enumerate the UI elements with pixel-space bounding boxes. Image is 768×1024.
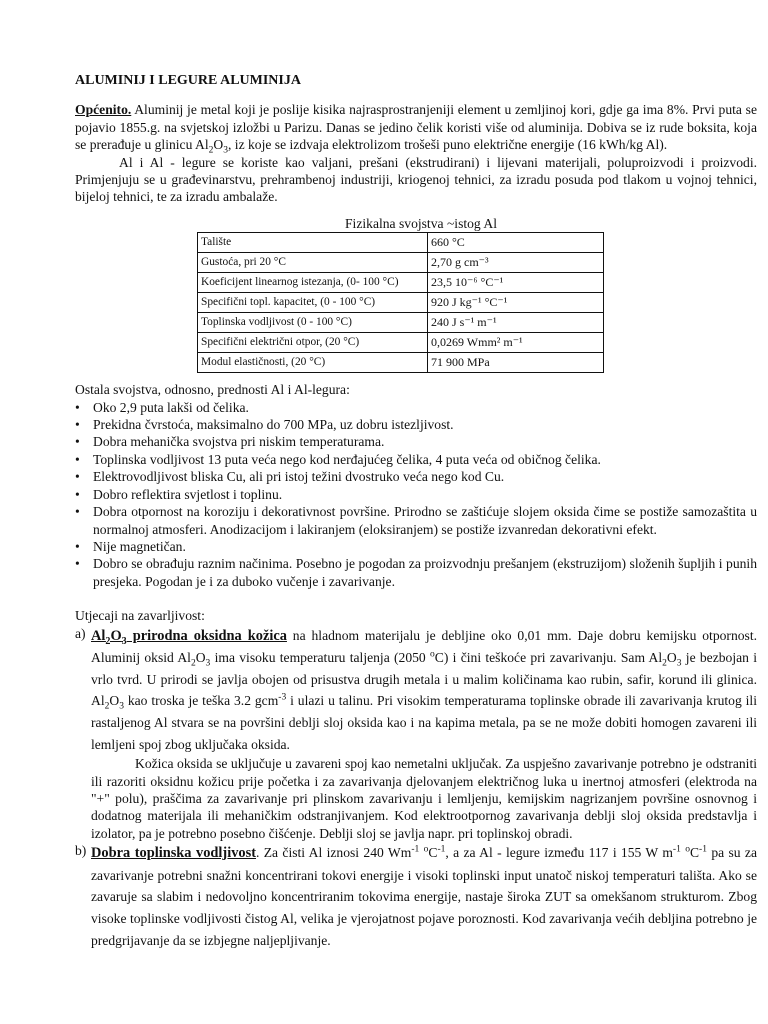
subscript: 3 bbox=[676, 658, 682, 669]
bullet: • bbox=[75, 538, 80, 554]
list-item bbox=[75, 538, 757, 555]
list-item-text: Elektrovodljivost bliska Cu, ali pri istoj težini dvostruko veća nego kod Cu. bbox=[93, 469, 505, 485]
text-part: pa su za zavarivanje potrebni snažni koncentrirani tokovi energije i visoki toplinski input unatoč niskoj temperaturi tališta. Ako se zavaruje sa slabim i nedovoljno koncentriranim tokovima energije, nastaje široka ZUT sa omekšanom strukturom. Zbog visoke toplinske vodljivosti čistog Al, velika je vjerojatnost pojave poroznosti. Kod zavarivanja većih debljina potrebno je predgrijavanje da se izbjegne naljepljivanje. bbox=[91, 845, 757, 948]
table-value: 240 J s⁻¹ m⁻¹ bbox=[428, 313, 604, 333]
subscript: 2 bbox=[190, 658, 196, 669]
list-item-text: Toplinska vodljivost 13 puta veća nego kod nerđajućeg čelika, 4 puta veća od običnog čelika. bbox=[93, 451, 601, 467]
list-item bbox=[75, 503, 757, 538]
item-marker: b) bbox=[75, 843, 87, 859]
intro-sub-1: 2 bbox=[208, 145, 214, 156]
welding-a-heading bbox=[91, 627, 287, 647]
intro-label: Općenito. bbox=[75, 102, 132, 118]
bullet: • bbox=[75, 417, 80, 433]
welding-item-a bbox=[75, 625, 757, 843]
table-key: Koeficijent linearnog istezanja, (0- 100 °C) bbox=[198, 273, 428, 293]
welding-b-heading: Dobra toplinska vodljivost bbox=[91, 845, 257, 862]
superscript: o bbox=[685, 844, 690, 855]
welding-a-paragraph-2: Kožica oksida se uključuje u zavareni spoj kao nemetalni uključak. Za uspješno zavarivanje potrebno je odstraniti ili razoriti oksidnu kožicu prije početka i za zavarivanja djelovanjem električnog luka u inertnoj atmosferi (elektroda na "+" polu), praščima za zavarivanje pri plinskom zavarivanju i lemljenju, kemijskim nagrizanjem površine osnovnog i dodatnog materijala ili mehaničkim odstranjivanjem. Kod elektrootpornog zavarivanja deblji sloj oksida predstavlja i izolator, pa je potrebno posebno čišćenje. Deblji sloj se javlja napr. pri toplinskoj obradi. bbox=[91, 756, 757, 841]
bullet: • bbox=[75, 486, 80, 502]
bullet: • bbox=[75, 556, 80, 572]
list-item bbox=[75, 468, 757, 485]
list-item bbox=[75, 399, 757, 416]
table-value: 0,0269 Wmm² m⁻¹ bbox=[428, 333, 604, 353]
intro-text-b: O bbox=[213, 137, 224, 153]
bullet: • bbox=[75, 504, 80, 520]
intro-paragraph-2: Al i Al - legure se koriste kao valjani, prešani (ekstrudirani) i lijevani materijali, poluproizvodi i proizvodi. Primjenjuju se u građevinarstvu, prehrambenoj industriji, kriogenoj tehnici, za izradu posuda pod tlakom u vojnoj tehnici, bijeloj tehnici, te za izradu ambalaže. bbox=[75, 154, 757, 205]
subscript: 2 bbox=[104, 702, 110, 713]
text-part: . Za čisti Al iznosi 240 Wm bbox=[256, 845, 412, 861]
table-value: 2,70 g cm⁻³ bbox=[428, 253, 604, 273]
superscript: o bbox=[423, 844, 429, 855]
list-item-text: Dobra mehanička svojstva pri niskim temperaturama. bbox=[93, 434, 385, 450]
heading-part: prirodna oksidna kožica bbox=[126, 627, 287, 644]
table-key: Toplinska vodljivost (0 - 100 °C) bbox=[198, 313, 428, 333]
bullet: • bbox=[75, 451, 80, 467]
intro-text-a: Aluminij je metal koji je poslije kisika najrasprostranjeniji element u zemljinoj kori, gdje ga ima 8%. Prvi puta se pojavio 1855.g. na svjetskoj izložbi u Parizu. Danas se jedino čelik koristi više od aluminija. Dobiva se iz rude boksita, koja se prerađuje u glinicu Al bbox=[75, 102, 757, 153]
subscript: 3 bbox=[119, 702, 124, 713]
text-part: C bbox=[428, 845, 438, 861]
list-item bbox=[75, 555, 757, 590]
text-part: O bbox=[109, 693, 120, 709]
welding-item-b bbox=[75, 842, 757, 951]
list-item-text: Dobro se obrađuju raznim načinima. Posebno je pogodan za proizvodnju prešanjem (ekstruzijom) složenih šupljih i punih presjeka. Pogodan je i za duboko vučenje i zavarivanje. bbox=[93, 556, 757, 589]
superscript: o bbox=[430, 649, 435, 660]
properties-table bbox=[197, 232, 604, 373]
list-item-text: Oko 2,9 puta lakši od čelika. bbox=[93, 399, 249, 415]
intro-text-c: , iz koje se izdvaja elektrolizom trošeši puno električne energije (16 kWh/kg Al). bbox=[228, 137, 668, 153]
item-marker: a) bbox=[75, 625, 86, 641]
advantages-list bbox=[75, 399, 757, 590]
table-row bbox=[198, 353, 604, 373]
list-item bbox=[75, 451, 757, 468]
list-item-text: Dobro reflektira svjetlost i toplinu. bbox=[93, 486, 283, 502]
list-item bbox=[75, 416, 757, 433]
table-row bbox=[198, 233, 604, 253]
superscript: -1 bbox=[699, 844, 707, 855]
document-title: ALUMINIJ I LEGURE ALUMINIJA bbox=[75, 73, 301, 88]
table-value: 920 J kg⁻¹ °C⁻¹ bbox=[428, 293, 604, 313]
superscript: -1 bbox=[672, 844, 681, 855]
subscript: 2 bbox=[662, 658, 667, 669]
list-item bbox=[75, 486, 757, 503]
heading-sub: 2 bbox=[105, 635, 111, 647]
heading-part: O bbox=[110, 627, 122, 644]
text-part: C) i čini teškoće pri zavarivanju. Sam Al bbox=[434, 650, 663, 666]
text-part: kao troska je teška 3.2 gcm bbox=[123, 693, 279, 709]
intro-sub-2: 3 bbox=[223, 145, 228, 156]
table-key: Talište bbox=[198, 233, 428, 253]
list-item-text: Prekidna čvrstoća, maksimalno do 700 MPa, uz dobru istezljivost. bbox=[93, 417, 454, 433]
heading-part: Al bbox=[91, 627, 106, 644]
text-part: O bbox=[666, 650, 677, 666]
bullet: • bbox=[75, 399, 80, 415]
superscript: -1 bbox=[437, 844, 446, 855]
table-key: Specifični električni otpor, (20 °C) bbox=[198, 333, 428, 353]
text-part: C bbox=[689, 845, 700, 861]
text-part: , a za Al - legure između 117 i 155 W m bbox=[445, 845, 673, 861]
bullet: • bbox=[75, 434, 80, 450]
table-value: 71 900 MPa bbox=[428, 353, 604, 373]
list-item-text: Dobra otpornost na koroziju i dekorativnost površine. Prirodno se zaštićuje slojem oksida čime se postiže samozaštita u normalnoj atmosferi. Anodizacijom i lakiranjem (eloksiranjem) se postiže izvanredan dekorativni efekt. bbox=[93, 504, 757, 537]
table-row bbox=[198, 333, 604, 353]
document-content bbox=[75, 72, 757, 951]
text-part: je bezbojan i vrlo tvrd. U prirodi se javlja obojen od prisustva drugih metala i u malim količinama kao rubin, safir, korund ili glinica. Al bbox=[91, 650, 757, 709]
table-value: 660 °C bbox=[428, 233, 604, 253]
welding-intro: Utjecaji na zavarljivost: bbox=[75, 608, 205, 624]
table-row bbox=[198, 293, 604, 313]
table-row bbox=[198, 273, 604, 293]
table-key: Modul elastičnosti, (20 °C) bbox=[198, 353, 428, 373]
superscript: -1 bbox=[411, 844, 420, 855]
welding-a-paragraph bbox=[91, 625, 757, 756]
table-row bbox=[198, 313, 604, 333]
intro-paragraph bbox=[75, 101, 757, 156]
list-item-text: Nije magnetičan. bbox=[93, 538, 186, 554]
subscript: 3 bbox=[205, 658, 211, 669]
superscript: -3 bbox=[278, 692, 287, 703]
table-key: Specifični topl. kapacitet, (0 - 100 °C) bbox=[198, 293, 428, 313]
table-value: 23,5 10⁻⁶ °C⁻¹ bbox=[428, 273, 604, 293]
welding-b-paragraph bbox=[91, 842, 757, 951]
text-part: ima visoku temperaturu taljenja (2050 bbox=[210, 650, 431, 666]
text-part: na hladnom materijalu je debljine oko 0,01 mm. Daje dobru kemijsku otpornost. Aluminij oksid Al bbox=[91, 627, 757, 666]
bullet: • bbox=[75, 469, 80, 485]
heading-sub: 3 bbox=[121, 635, 127, 647]
table-caption: Fizikalna svojstva ~istog Al bbox=[345, 215, 497, 231]
text-part: i ulazi u talinu. Pri visokim temperaturama toplinske obrade ili zavarivanja krutog ili rastaljenog Al stvara se na površini deblji sloj oksida kao i na kapima metala, pa se ne može dobiti homogen zavareni ili lemljeni spoj zbog uključaka oksida. bbox=[91, 693, 757, 752]
advantages-intro: Ostala svojstva, odnosno, prednosti Al i Al-legura: bbox=[75, 382, 350, 398]
text-part: O bbox=[195, 650, 206, 666]
table-key: Gustoća, pri 20 °C bbox=[198, 253, 428, 273]
table-row bbox=[198, 253, 604, 273]
list-item bbox=[75, 433, 757, 450]
